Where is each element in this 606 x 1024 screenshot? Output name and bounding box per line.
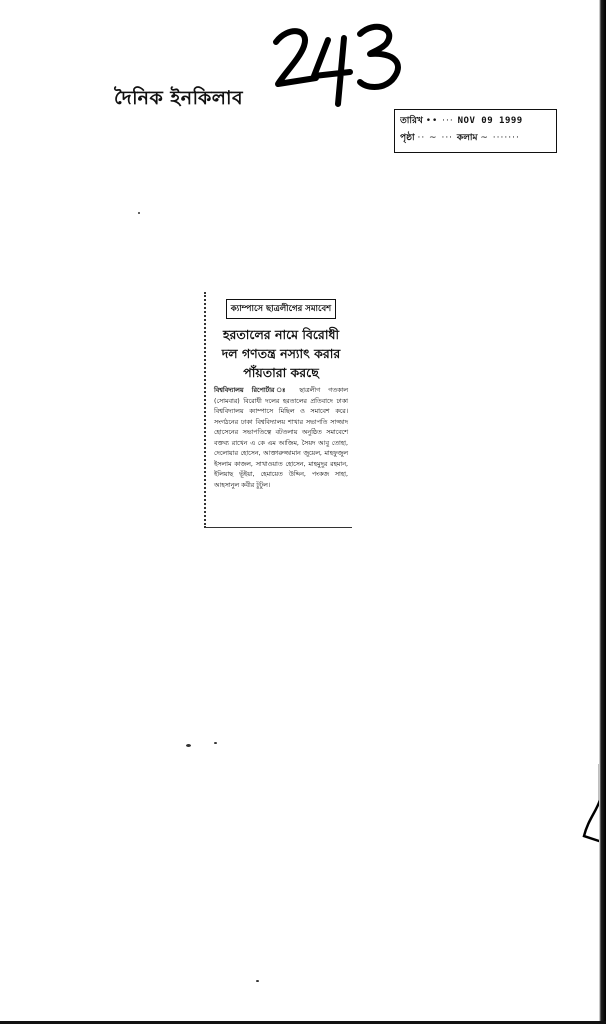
clipping-kicker: ক্যাম্পাসে ছাত্রলীগের সমাবেশ	[226, 299, 336, 319]
date-stamp: তারিখ •• ··· NOV 09 1999 পৃষ্ঠা ·· ~ ··· কলাম ~ ·······	[394, 109, 557, 153]
headline-line: হরতালের নামে বিরোধী	[222, 327, 340, 342]
scan-speck	[138, 212, 140, 214]
headline-line: পাঁয়তারা করছে	[243, 365, 319, 380]
newspaper-masthead: দৈনিক ইনকিলাব	[114, 87, 244, 109]
date-value: NOV 09 1999	[457, 116, 523, 126]
news-clipping	[204, 292, 352, 528]
clipping-body	[214, 386, 348, 491]
scan-edge-right	[599, 0, 606, 1024]
page-label: পৃষ্ঠা	[400, 133, 415, 143]
scan-speck	[214, 742, 217, 744]
scan-speck	[186, 744, 191, 747]
scan-speck	[256, 980, 259, 982]
clipping-headline	[214, 325, 348, 382]
clipping-dateline: বিশ্ববিদ্যালয় রিপোর্টার ঃ	[214, 387, 292, 394]
headline-line: দল গণতন্ত্র নস্যাৎ করার	[221, 346, 341, 361]
handwritten-page-number	[270, 18, 420, 108]
column-label: কলাম	[456, 133, 478, 143]
date-label: তারিখ	[400, 116, 423, 126]
clipping-text: ছাত্রলীগ গতকাল (সোমবার) বিরোধী দলের হরতালের প্রতিবাদে ঢাকা বিশ্ববিদ্যালয় ক্যাম্পাসে মিছিল ও সমাবেশ করে। সংগঠনের ঢাকা বিশ্ববিদ্যালয় শাখার সভাপতি সাজ্জাদ হোসেনের সভাপতিত্বে বটতলায় অনুষ্ঠিত সমাবেশে বক্তব্য রাখেন এ কে এম আজিম, সৈয়দ আবু তোহা, দেলোয়ার হোসেন, আক্তারুজ্জামান জুয়েল, মাহফুজুল ইসলাম কাজল, সাখাওয়াত হোসেন, মাহমুদুর রহমান, ইলিয়াছ ভূঁইয়া, হেমায়েত উদ্দিন, পংকজ সাহা, আহসানুল কবীর টুটুল।	[214, 387, 349, 489]
